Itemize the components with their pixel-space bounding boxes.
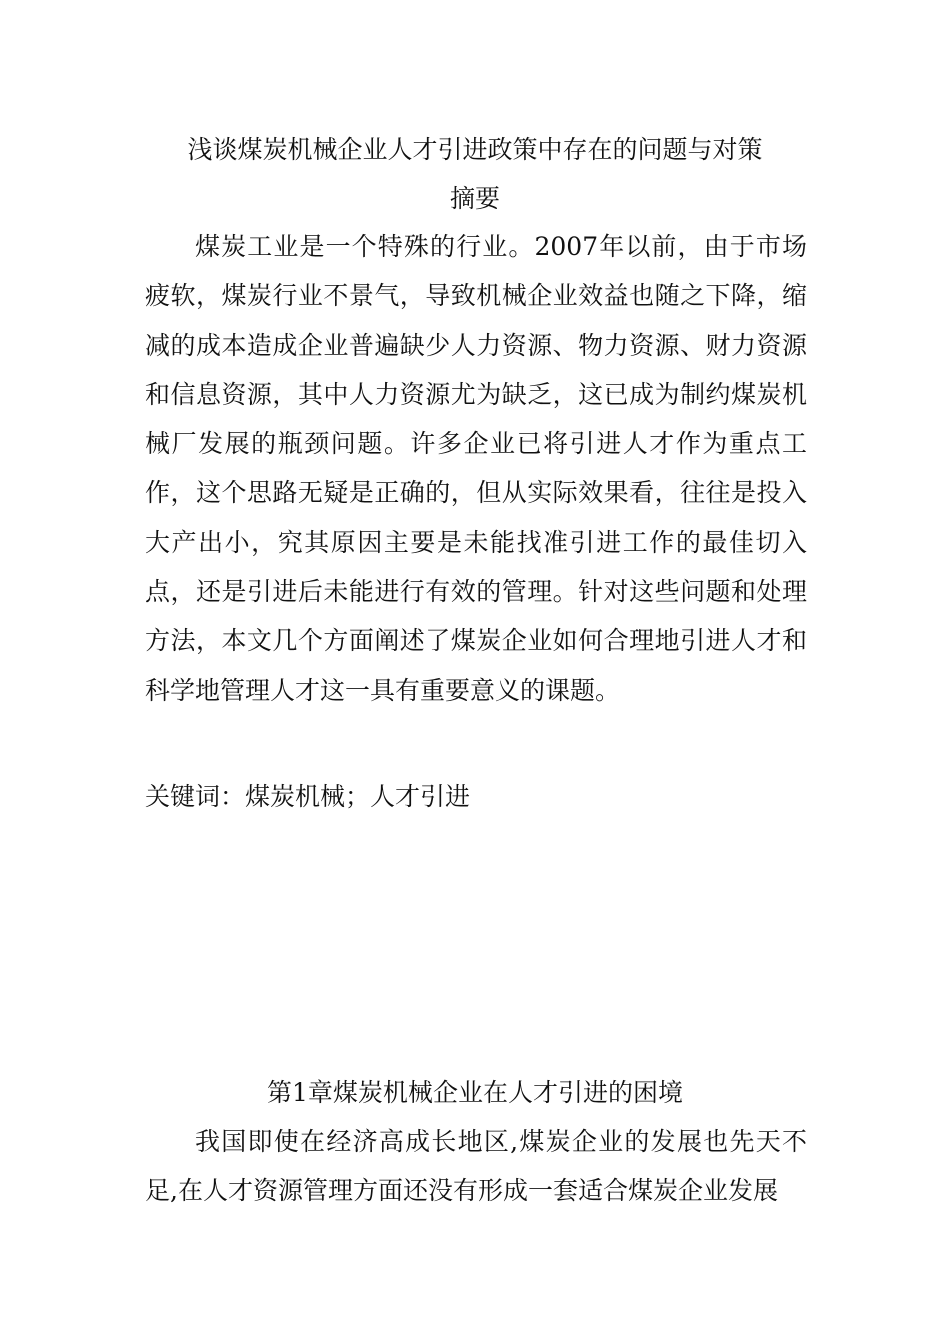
abstract-heading: 摘要 xyxy=(449,184,500,213)
chapter-1-heading: 第1章煤炭机械企业在人才引进的困境 xyxy=(267,1078,683,1107)
abstract-paragraph: 煤炭工业是一个特殊的行业。2007年以前，由于市场疲软，煤炭行业不景气，导致机械企业效益也随之下降，缩减的成本造成企业普遍缺少人力资源、物力资源、财力资源和信息资源，其中人力资源尤为缺乏，这已成为制约煤炭机械厂发展的瓶颈问题。许多企业已将引进人才作为重点工作，这个思路无疑是正确的，但从实际效果看，往往是投入大产出小，究其原因主要是未能找准引进工作的最佳切入点，还是引进后未能进行有效的管理。针对这些问题和处理方法，本文几个方面阐述了煤炭企业如何合理地引进人才和科学地管理人才这一具有重要意义的课题。 xyxy=(145,232,807,705)
keywords-line: 关键词：煤炭机械；人才引进 xyxy=(145,782,471,811)
document-title: 浅谈煤炭机械企业人才引进政策中存在的问题与对策 xyxy=(187,135,763,164)
chapter-1-paragraph: 我国即使在经济高成长地区,煤炭企业的发展也先天不足,在人才资源管理方面还没有形成一套适合煤炭企业发展 xyxy=(145,1127,807,1206)
